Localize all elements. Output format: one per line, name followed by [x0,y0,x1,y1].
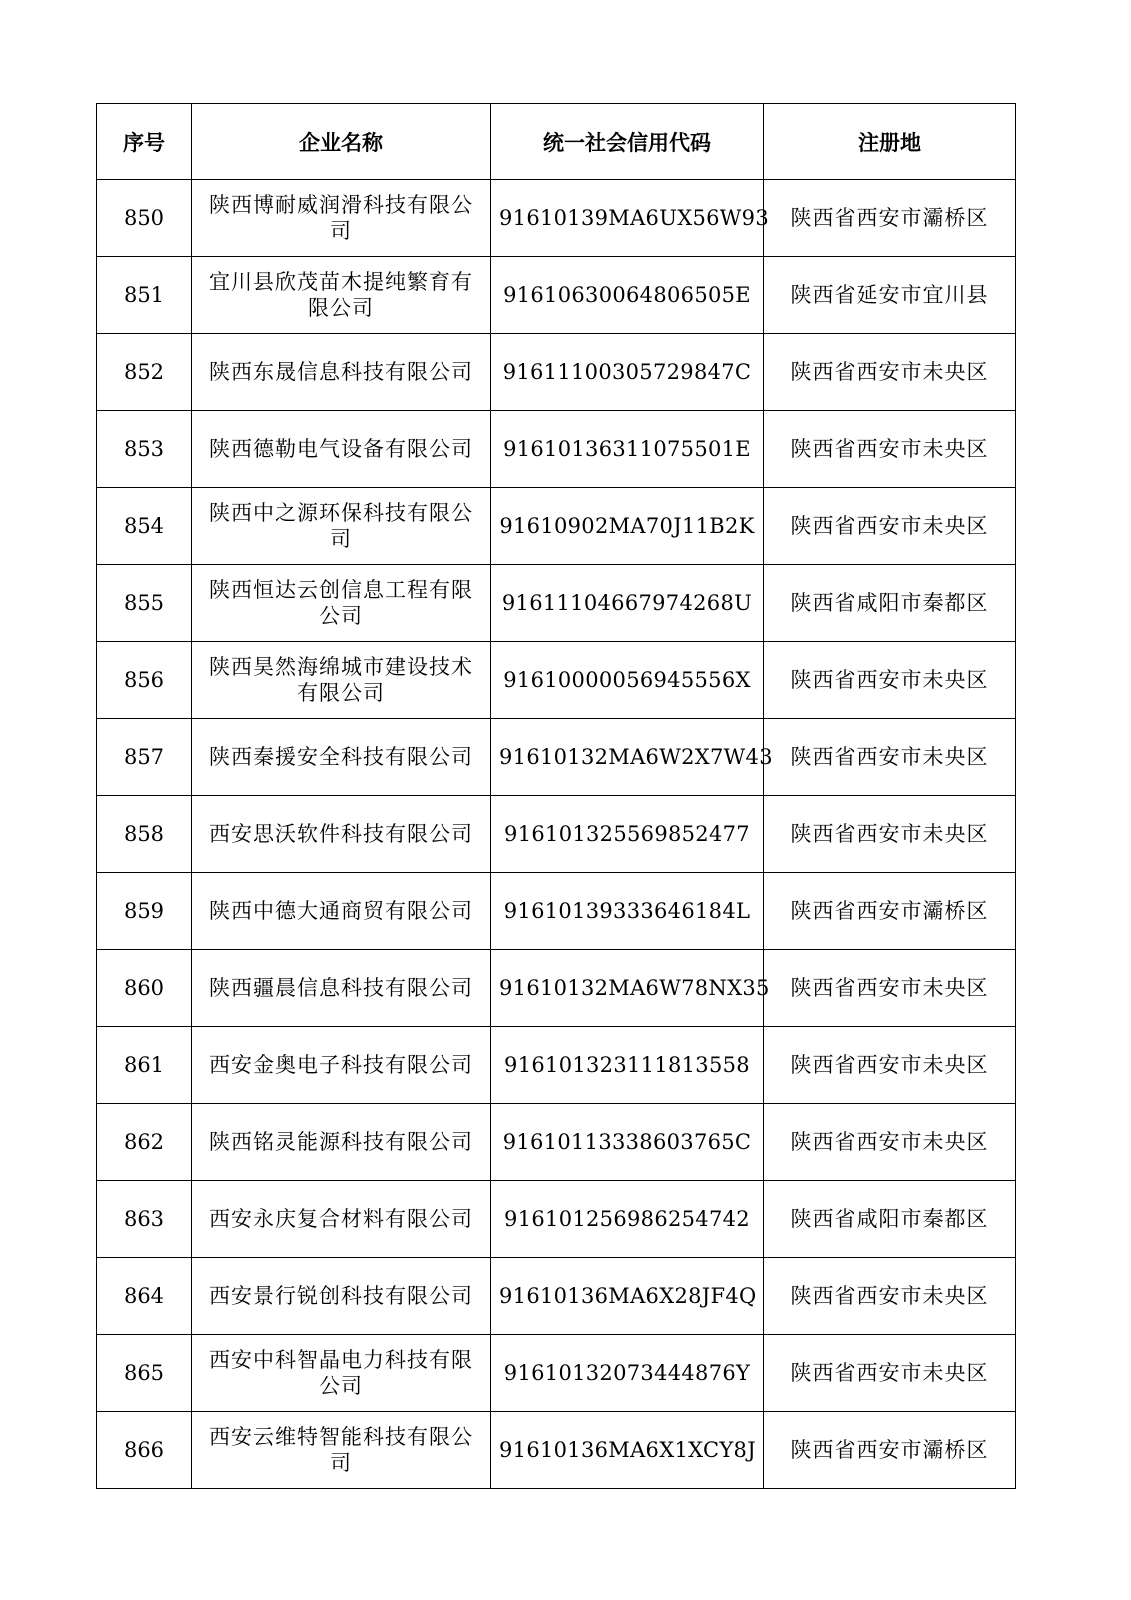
serial-number-cell: 853 [97,411,192,488]
registered-place-cell: 陕西省西安市未央区 [764,950,1016,1027]
table-row [97,565,1016,642]
company-table [96,103,1016,1489]
company-name-cell: 西安中科智晶电力科技有限公司 [192,1335,491,1412]
credit-code-cell: 91610132MA6W2X7W43 [491,719,764,796]
credit-code-cell: 916101323111813558 [491,1027,764,1104]
credit-code-cell: 91610136MA6X1XCY8J [491,1412,764,1489]
table-row [97,1335,1016,1412]
company-name-cell: 陕西昊然海绵城市建设技术有限公司 [192,642,491,719]
company-name-cell: 陕西东晟信息科技有限公司 [192,334,491,411]
serial-number-cell: 855 [97,565,192,642]
table-row [97,180,1016,257]
table-row [97,950,1016,1027]
registered-place-cell: 陕西省西安市未央区 [764,642,1016,719]
registered-place-cell: 陕西省延安市宜川县 [764,257,1016,334]
serial-number-cell: 858 [97,796,192,873]
credit-code-cell: 91610139MA6UX56W93 [491,180,764,257]
registered-place-cell: 陕西省西安市灞桥区 [764,1412,1016,1489]
credit-code-cell: 91611100305729847C [491,334,764,411]
company-name-cell: 陕西博耐威润滑科技有限公司 [192,180,491,257]
registered-place-cell: 陕西省西安市未央区 [764,334,1016,411]
credit-code-cell: 91610132MA6W78NX35 [491,950,764,1027]
credit-code-cell: 91610630064806505E [491,257,764,334]
serial-number-cell: 859 [97,873,192,950]
registered-place-cell: 陕西省西安市未央区 [764,719,1016,796]
registered-place-cell: 陕西省咸阳市秦都区 [764,565,1016,642]
table-row [97,257,1016,334]
registered-place-cell: 陕西省西安市未央区 [764,796,1016,873]
registered-place-cell: 陕西省西安市未央区 [764,488,1016,565]
serial-number-cell: 854 [97,488,192,565]
serial-number-cell: 863 [97,1181,192,1258]
table-row [97,873,1016,950]
credit-code-cell: 91610136MA6X28JF4Q [491,1258,764,1335]
company-name-cell: 陕西秦援安全科技有限公司 [192,719,491,796]
table-row [97,796,1016,873]
table-row [97,411,1016,488]
header-company-name: 企业名称 [192,104,491,180]
serial-number-cell: 856 [97,642,192,719]
table-row [97,719,1016,796]
table-row [97,1027,1016,1104]
serial-number-cell: 851 [97,257,192,334]
table-row [97,642,1016,719]
registered-place-cell: 陕西省西安市灞桥区 [764,873,1016,950]
serial-number-cell: 861 [97,1027,192,1104]
company-name-cell: 陕西疆晨信息科技有限公司 [192,950,491,1027]
table-row [97,1412,1016,1489]
credit-code-cell: 91610139333646184L [491,873,764,950]
registered-place-cell: 陕西省西安市未央区 [764,1104,1016,1181]
serial-number-cell: 857 [97,719,192,796]
credit-code-cell: 91610902MA70J11B2K [491,488,764,565]
company-name-cell: 西安永庆复合材料有限公司 [192,1181,491,1258]
registered-place-cell: 陕西省西安市灞桥区 [764,180,1016,257]
credit-code-cell: 91610132073444876Y [491,1335,764,1412]
company-name-cell: 陕西中德大通商贸有限公司 [192,873,491,950]
serial-number-cell: 866 [97,1412,192,1489]
credit-code-cell: 91610113338603765C [491,1104,764,1181]
company-name-cell: 西安金奥电子科技有限公司 [192,1027,491,1104]
company-name-cell: 陕西中之源环保科技有限公司 [192,488,491,565]
credit-code-cell: 916101325569852477 [491,796,764,873]
table-row [97,1181,1016,1258]
credit-code-cell: 91610136311075501E [491,411,764,488]
table-row [97,1258,1016,1335]
serial-number-cell: 860 [97,950,192,1027]
company-name-cell: 陕西德勒电气设备有限公司 [192,411,491,488]
serial-number-cell: 852 [97,334,192,411]
registered-place-cell: 陕西省咸阳市秦都区 [764,1181,1016,1258]
serial-number-cell: 850 [97,180,192,257]
table-row [97,334,1016,411]
registered-place-cell: 陕西省西安市未央区 [764,1027,1016,1104]
serial-number-cell: 864 [97,1258,192,1335]
company-name-cell: 西安景行锐创科技有限公司 [192,1258,491,1335]
company-name-cell: 西安云维特智能科技有限公司 [192,1412,491,1489]
header-registered-place: 注册地 [764,104,1016,180]
company-name-cell: 宜川县欣茂苗木提纯繁育有限公司 [192,257,491,334]
credit-code-cell: 91610000056945556X [491,642,764,719]
company-name-cell: 陕西铭灵能源科技有限公司 [192,1104,491,1181]
header-serial-number: 序号 [97,104,192,180]
serial-number-cell: 862 [97,1104,192,1181]
credit-code-cell: 916101256986254742 [491,1181,764,1258]
table-row [97,1104,1016,1181]
table-row [97,488,1016,565]
credit-code-cell: 91611104667974268U [491,565,764,642]
registered-place-cell: 陕西省西安市未央区 [764,1335,1016,1412]
company-name-cell: 西安思沃软件科技有限公司 [192,796,491,873]
registered-place-cell: 陕西省西安市未央区 [764,1258,1016,1335]
serial-number-cell: 865 [97,1335,192,1412]
header-row [97,104,1016,180]
registered-place-cell: 陕西省西安市未央区 [764,411,1016,488]
company-name-cell: 陕西恒达云创信息工程有限公司 [192,565,491,642]
header-credit-code: 统一社会信用代码 [491,104,764,180]
